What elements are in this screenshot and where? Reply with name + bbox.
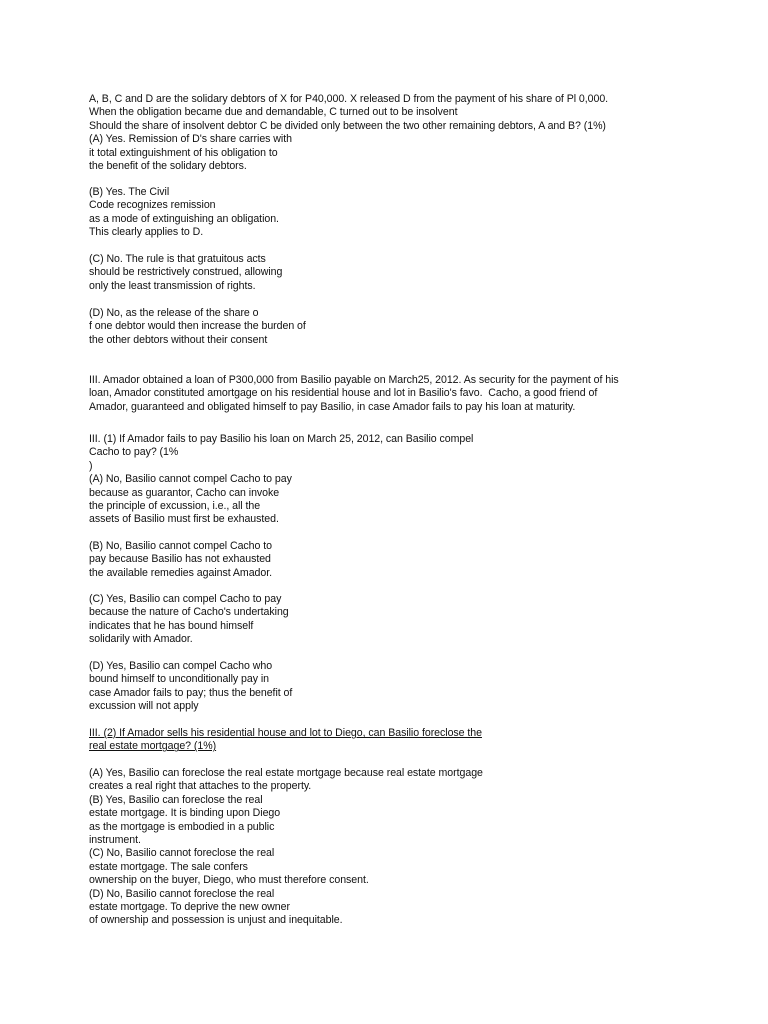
text-line: This clearly applies to D. <box>89 226 204 239</box>
option-b-iii-1 <box>89 540 739 580</box>
text-line: creates a real right that attaches to the property. <box>89 780 312 793</box>
options-iii-2 <box>89 767 739 928</box>
text-line: bound himself to unconditionally pay in <box>89 673 270 686</box>
text-line: Should the share of insolvent debtor C be divided only between the two other remaining debtors, A and B? (1%) <box>89 119 606 132</box>
text-line: the principle of excussion, i.e., all the <box>89 500 261 513</box>
question-heading-line: real estate mortgage? (1%) <box>89 740 217 753</box>
text-line: (D) Yes, Basilio can compel Cacho who <box>89 660 273 672</box>
text-line: the other debtors without their consent <box>89 333 268 346</box>
text-line: (A) Yes, Basilio can foreclose the real estate mortgage because real estate mortgage <box>89 767 483 779</box>
text-line: (C) Yes, Basilio can compel Cacho to pay <box>89 593 282 605</box>
text-line: Code recognizes remission <box>89 199 216 212</box>
text-line: as a mode of extinguishing an obligation. <box>89 212 279 225</box>
question-solidary-debtors <box>89 93 739 173</box>
text-line: solidarily with Amador. <box>89 633 193 646</box>
option-b-solidary <box>89 186 739 240</box>
text-line: Amador, guaranteed and obligated himself to pay Basilio, in case Amador fails to pay his loan at maturity. <box>89 400 576 413</box>
question-iii-1 <box>89 433 739 527</box>
text-line: ) <box>89 459 93 472</box>
option-c-iii-1 <box>89 593 739 647</box>
text-line: indicates that he has bound himself <box>89 619 254 632</box>
text-line: pay because Basilio has not exhausted <box>89 553 271 566</box>
text-line: loan, Amador constituted amortgage on his residential house and lot in Basilio's favo. Cacho, a good friend of <box>89 387 598 400</box>
text-line: ownership on the buyer, Diego, who must therefore consent. <box>89 874 369 887</box>
text-line: should be restrictively construed, allowing <box>89 266 283 279</box>
question-heading-line: III. (2) If Amador sells his residential house and lot to Diego, can Basilio foreclose the <box>89 727 482 739</box>
text-line: of ownership and possession is unjust and inequitable. <box>89 914 343 927</box>
text-line: because the nature of Cacho's undertaking <box>89 606 289 619</box>
text-line: excussion will not apply <box>89 700 199 713</box>
text-line: III. Amador obtained a loan of P300,000 from Basilio payable on March25, 2012. As security for the payment of his <box>89 374 619 386</box>
option-c-solidary <box>89 253 739 293</box>
text-line: (B) Yes, Basilio can foreclose the real <box>89 793 263 806</box>
text-line: estate mortgage. To deprive the new owner <box>89 901 290 914</box>
text-line: f one debtor would then increase the burden of <box>89 320 306 333</box>
text-line: (B) No, Basilio cannot compel Cacho to <box>89 540 272 552</box>
text-line: (B) Yes. The Civil <box>89 186 170 198</box>
question-amador-loan <box>89 374 739 414</box>
text-line: only the least transmission of rights. <box>89 279 256 292</box>
text-line: When the obligation became due and demandable, C turned out to be insolvent <box>89 106 458 119</box>
text-line: III. (1) If Amador fails to pay Basilio his loan on March 25, 2012, can Basilio compel <box>89 433 474 445</box>
text-line: (A) Yes. Remission of D's share carries with <box>89 133 292 146</box>
text-line: Cacho to pay? (1% <box>89 446 179 459</box>
text-line: (D) No, Basilio cannot foreclose the real <box>89 887 275 900</box>
text-line: as the mortgage is embodied in a public <box>89 820 275 833</box>
text-line: (C) No, Basilio cannot foreclose the real <box>89 847 275 860</box>
text-line: (A) No, Basilio cannot compel Cacho to pay <box>89 473 292 486</box>
text-line: (C) No. The rule is that gratuitous acts <box>89 253 266 265</box>
option-d-solidary <box>89 307 739 347</box>
option-d-iii-1 <box>89 660 739 714</box>
text-line: A, B, C and D are the solidary debtors of X for P40,000. X released D from the payment of his share of Pl 0,000. <box>89 93 609 105</box>
text-line: case Amador fails to pay; thus the benefit of <box>89 686 293 699</box>
text-line: it total extinguishment of his obligation to <box>89 146 278 159</box>
text-line: assets of Basilio must first be exhausted. <box>89 513 279 526</box>
text-line: instrument. <box>89 834 141 847</box>
text-line: estate mortgage. It is binding upon Diego <box>89 807 281 820</box>
text-line: estate mortgage. The sale confers <box>89 860 248 873</box>
text-line: the available remedies against Amador. <box>89 566 273 579</box>
question-iii-2 <box>89 727 739 754</box>
text-line: because as guarantor, Cacho can invoke <box>89 486 280 499</box>
text-line: (D) No, as the release of the share o <box>89 307 259 319</box>
text-line: the benefit of the solidary debtors. <box>89 160 247 173</box>
